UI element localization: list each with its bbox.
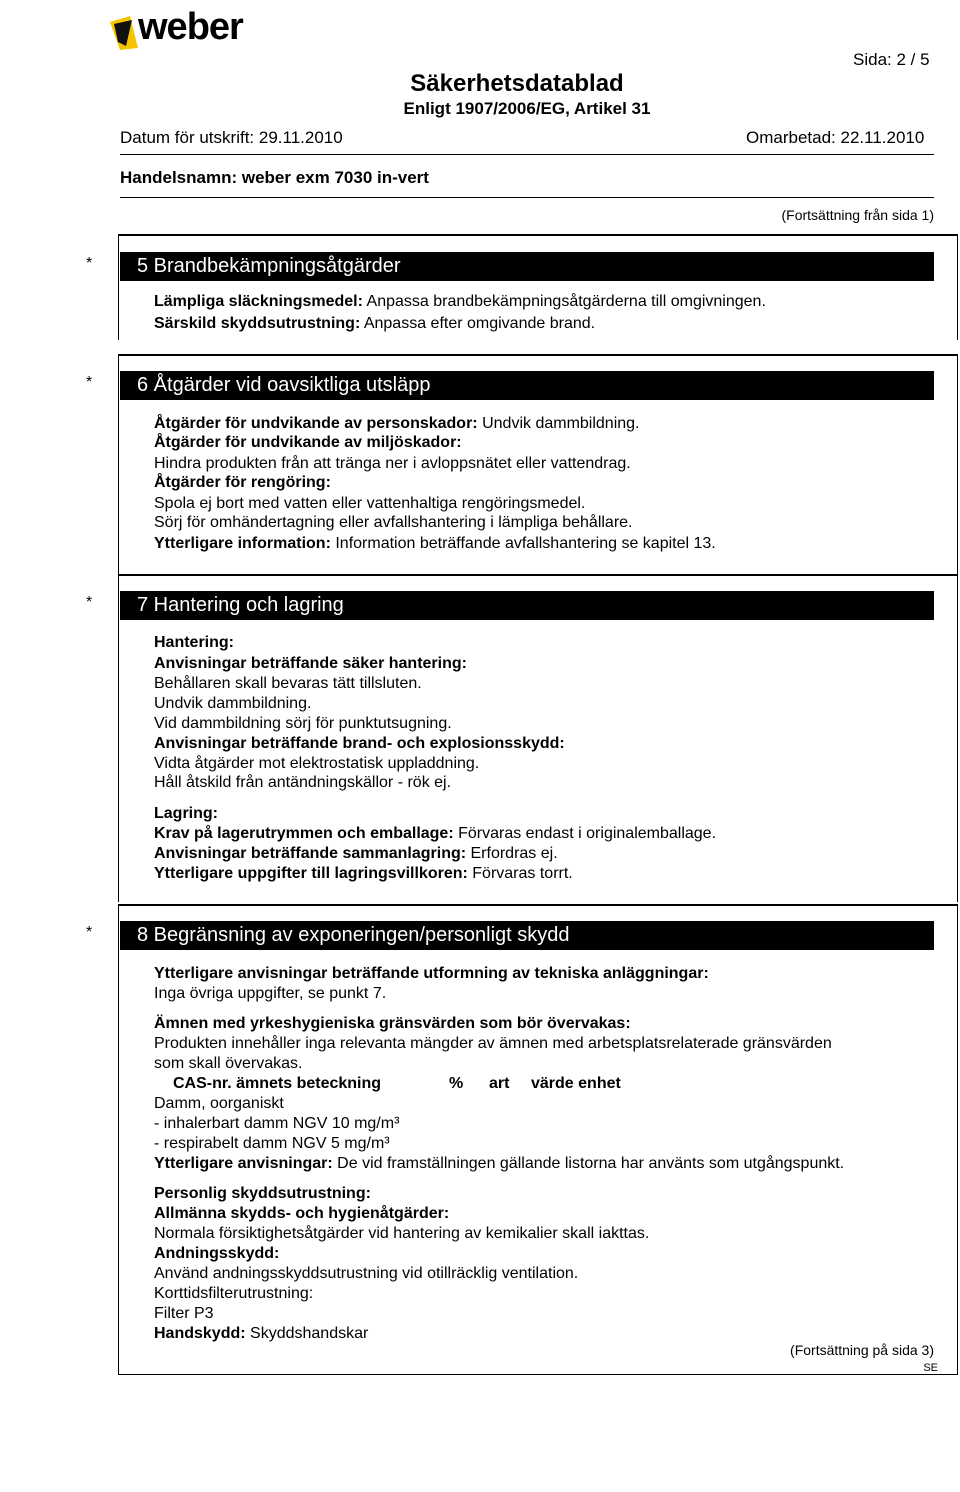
- trade-name: Handelsnamn: weber exm 7030 in-vert: [120, 168, 429, 187]
- change-marker: *: [86, 255, 93, 272]
- change-marker: *: [86, 374, 93, 391]
- table-header-cas: CAS-nr. ämnets beteckning: [173, 1075, 382, 1092]
- table-header-percent: %: [449, 1075, 464, 1092]
- change-marker: *: [86, 594, 93, 611]
- table-row: - respirabelt damm NGV 5 mg/m³: [154, 1135, 390, 1152]
- safe-handling-2: Undvik dammbildning.: [154, 695, 312, 712]
- cleanup-text-2: Sörj för omhändertagning eller avfallshantering i lämpliga behållare.: [154, 514, 633, 531]
- respiratory-text: Använd andningsskyddsutrustning vid otillräcklig ventilation.: [154, 1265, 579, 1282]
- safe-handling-1: Behållaren skall bevaras tätt tillsluten.: [154, 675, 422, 692]
- short-term-filter-text: Filter P3: [154, 1305, 214, 1322]
- table-header-value: värde enhet: [531, 1075, 621, 1092]
- document-subtitle: Enligt 1907/2006/EG, Artikel 31: [403, 99, 651, 118]
- change-marker: *: [86, 924, 93, 941]
- section-5-heading: 5 Brandbekämpningsåtgärder: [120, 252, 934, 281]
- continued-on: (Fortsättning på sida 3): [790, 1342, 934, 1358]
- fire-protection-1: Vidta åtgärder mot elektrostatisk uppladdning.: [154, 755, 480, 772]
- short-term-filter-label: Korttidsfilterutrustning:: [154, 1285, 314, 1302]
- revised-date: Omarbetad: 22.11.2010: [746, 128, 925, 147]
- additional-notes: Ytterligare anvisningar: De vid framställningen gällande listorna har använts som utgångspunkt.: [154, 1155, 845, 1172]
- safe-handling-3: Vid dammbildning sörj för punktutsugning.: [154, 715, 452, 732]
- storage-label: Lagring:: [154, 805, 218, 822]
- logo-wordmark: weber: [138, 6, 243, 48]
- table-row: - inhalerbart damm NGV 10 mg/m³: [154, 1115, 400, 1132]
- storage-requirements: Krav på lagerutrymmen och emballage: Förvaras endast i originalemballage.: [154, 825, 717, 842]
- exposure-limits-label: Ämnen med yrkeshygieniska gränsvärden som bör övervakas:: [154, 1015, 631, 1032]
- ppe-label: Personlig skyddsutrustning:: [154, 1185, 371, 1202]
- section-7-heading: 7 Hantering och lagring: [120, 591, 934, 620]
- section-6-heading: 6 Åtgärder vid oavsiktliga utsläpp: [120, 371, 934, 400]
- storage-conditions: Ytterligare uppgifter till lagringsvillkoren: Förvaras torrt.: [154, 865, 573, 882]
- extinguishing-media: Lämpliga släckningsmedel: Anpassa brandbekämpningsåtgärderna till omgivningen.: [154, 293, 766, 310]
- respiratory-label: Andningsskydd:: [154, 1245, 280, 1262]
- hygiene-text: Normala försiktighetsåtgärder vid hantering av kemikalier skall iakttas.: [154, 1225, 650, 1242]
- cleanup-text-1: Spola ej bort med vatten eller vattenhaltiga rengöringsmedel.: [154, 495, 586, 512]
- personal-precautions: Åtgärder för undvikande av personskador: Undvik dammbildning.: [154, 415, 640, 432]
- environmental-precautions-text: Hindra produkten från att tränga ner i avloppsnätet eller vattendrag.: [154, 455, 631, 472]
- table-row: Damm, oorganiskt: [154, 1095, 284, 1112]
- technical-design-label: Ytterligare anvisningar beträffande utformning av tekniska anläggningar:: [154, 965, 709, 982]
- print-date: Datum för utskrift: 29.11.2010: [120, 128, 343, 147]
- protective-equipment: Särskild skyddsutrustning: Anpassa efter omgivande brand.: [154, 315, 596, 332]
- page-number: Sida: 2 / 5: [853, 50, 930, 69]
- continued-from: (Fortsättning från sida 1): [781, 207, 934, 223]
- header-divider: [120, 154, 934, 155]
- exposure-limits-text-2: som skall övervakas.: [154, 1055, 303, 1072]
- technical-design-text: Inga övriga uppgifter, se punkt 7.: [154, 985, 387, 1002]
- weber-logo-mark-icon: [108, 12, 142, 52]
- additional-information: Ytterligare information: Information beträffande avfallshantering se kapitel 13.: [154, 535, 716, 552]
- fire-protection-2: Håll åtskild från antändningskällor - rök ej.: [154, 774, 452, 791]
- document-title: Säkerhetsdatablad: [410, 70, 624, 97]
- header-divider-2: [120, 197, 934, 198]
- fire-protection-label: Anvisningar beträffande brand- och explosionsskydd:: [154, 735, 565, 752]
- safe-handling-label: Anvisningar beträffande säker hantering:: [154, 655, 467, 672]
- hygiene-label: Allmänna skydds- och hygienåtgärder:: [154, 1205, 450, 1222]
- hand-protection: Handskydd: Skyddshandskar: [154, 1325, 369, 1342]
- weber-logo: [108, 6, 258, 52]
- section-8-heading: 8 Begränsning av exponeringen/personligt skydd: [120, 921, 934, 950]
- table-header-type: art: [489, 1075, 510, 1092]
- joint-storage: Anvisningar beträffande sammanlagring: Erfordras ej.: [154, 845, 558, 862]
- country-code: SE: [923, 1362, 938, 1374]
- exposure-limits-text-1: Produkten innehåller inga relevanta mängder av ämnen med arbetsplatsrelaterade gränsvärden: [154, 1035, 832, 1052]
- cleanup-label: Åtgärder för rengöring:: [154, 474, 331, 491]
- handling-label: Hantering:: [154, 634, 234, 651]
- environmental-precautions-label: Åtgärder för undvikande av miljöskador:: [154, 434, 462, 451]
